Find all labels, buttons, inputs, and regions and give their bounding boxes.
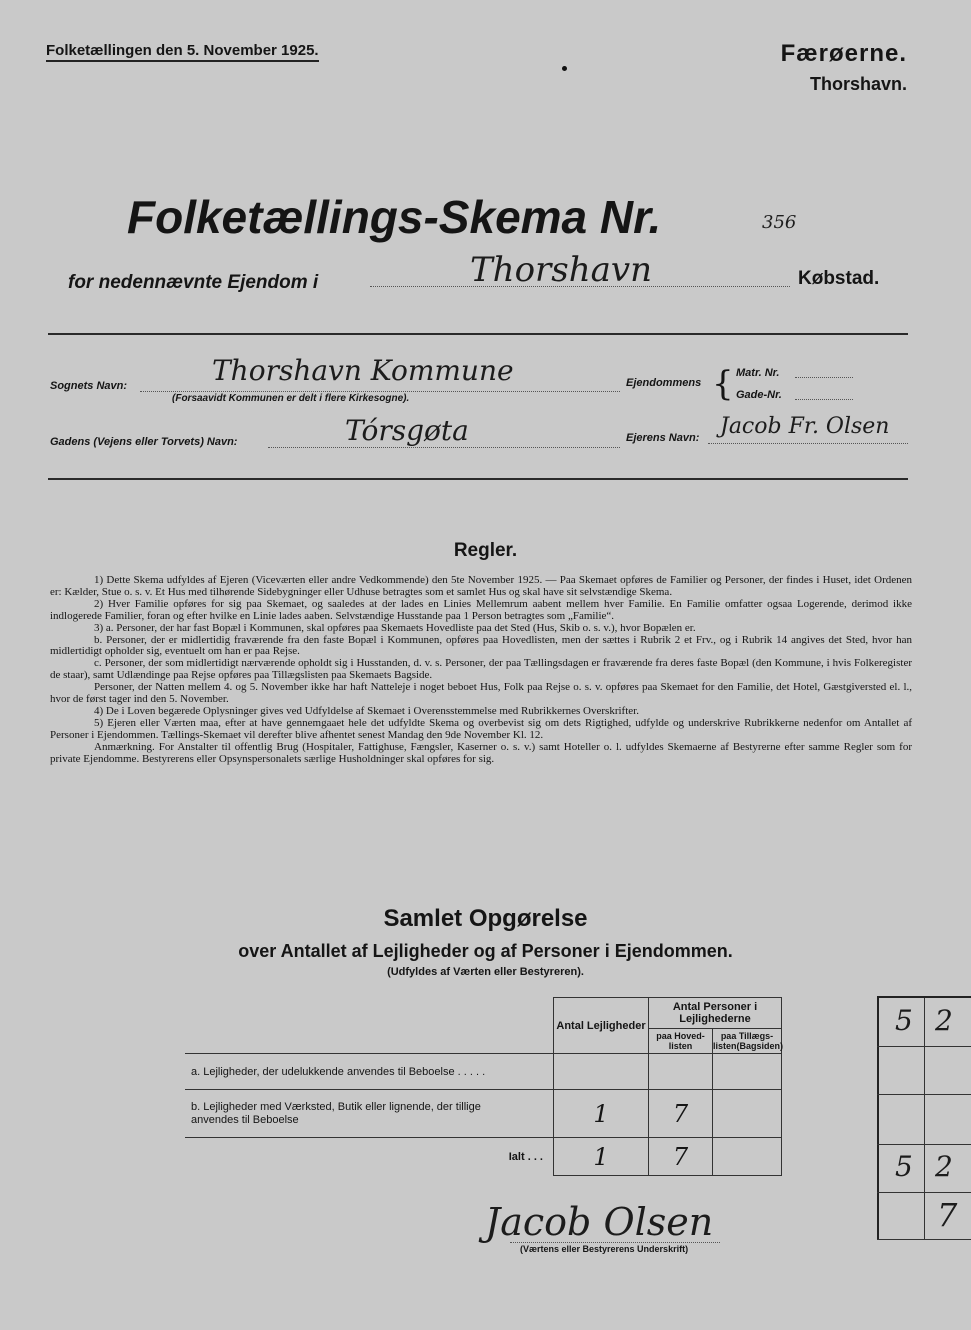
rule-paragraph: 3) a. Personer, der har fast Bopæl i Kommunen, skal opføres paa Skemaets Hovedliste paa det Sted (Hus, Skib o. s. v.), hvor Bopælen er. (94, 621, 696, 634)
row-a-label: a. Lejligheder, der udelukkende anvendes til Beboelse . . . . . (185, 1054, 554, 1090)
row-a-main (649, 1054, 713, 1090)
top-divider (48, 333, 908, 335)
census-date-header: Folketællingen den 5. November 1925. (46, 42, 319, 62)
gade-label: Gade-Nr. (736, 389, 782, 401)
rule-paragraph: 5) Ejeren eller Værten maa, efter at have gennemgaaet hele det udfyldte Skema og overbevist sig om dets Rigtighed, udfylde og underskrive Rubrikkerne nedenfor om Antallet af Personer i Ejendommen. Tællings-Skemaet vil derefter blive afhentet senest Mandag den 9de November Kl. 12. (50, 716, 912, 741)
rule-paragraph: c. Personer, der som midlertidigt nærværende opholdt sig i Husstanden, d. v. s. Personer, der paa Tællingsdagen er fraværende fra deres faste Bopæl (den Kommune, i hvis Folkeregister de staar), samt Udlændinge paa Rejse opføres paa Tillægslisten paa Skemaets Bagside. (50, 657, 912, 682)
rule-paragraph: Anmærkning. For Anstalter til offentlig Brug (Hospitaler, Fattighuse, Fængsler, Kaserner o. s. v.) samt Hoteller o. l. udfyldes Skemaerne af Bestyrerne efter samme Regler som for private Ejendomme. Bestyrerens eller Opsynspersonalets særlige Husholdninger skal opføres for sig. (50, 740, 912, 765)
summary-note: (Udfyldes af Værten eller Bestyreren). (387, 966, 584, 978)
summary-subtitle: over Antallet af Lejligheder og af Personer i Ejendommen. (238, 941, 733, 961)
town-header: Thorshavn. (809, 74, 907, 94)
rule-paragraph: 2) Hver Familie opføres for sig paa Skemaet, og saaledes at der lades en Linies Mellemrum aabent mellem hver Familie. En Familie omfatter ogsaa Logerende, derimod ikke indlogerede Familier, foran og efter hvilke en Linie lades aaben. Selvstændige Husstande paa 1 Person betragtes som „Familie“. (50, 597, 912, 622)
margin-grid-line (877, 1094, 971, 1095)
street-value: Tórsgøta (345, 414, 469, 447)
table-row (185, 1090, 782, 1138)
margin-r1c1: 5 (895, 1004, 913, 1037)
rule-paragraph: 4) De i Loven begærede Oplysninger gives ved Udfyldelse af Skemaet i Overensstemmelse med Rubrikkernes Overskrifter. (94, 704, 639, 717)
row-a-supp (713, 1054, 782, 1090)
row-b-supp (713, 1090, 782, 1138)
parish-label: Sognets Navn: (50, 380, 128, 392)
persons-header (649, 998, 782, 1054)
margin-grid-line (877, 996, 971, 998)
total-main: 7 (649, 1138, 713, 1176)
parish-value: Thorshavn Kommune (212, 354, 514, 387)
rule-paragraph: Personer, der Natten mellem 4. og 5. November ikke har haft Natteleje i noget beboet Hus, Folk paa Rejse o. s. v. opføres paa Skemaet for den Familie, det Hotel, Gæstgiversted el. l., hvor de først tager ind den 5. November. (50, 681, 912, 706)
margin-grid-line (877, 1239, 971, 1240)
owner-label: Ejerens Navn: (626, 432, 700, 444)
property-location-value: Thorshavn (470, 250, 653, 290)
owner-value: Jacob Fr. Olsen (720, 414, 890, 439)
margin-grid-line (877, 996, 879, 1240)
summary-title: Samlet Opgørelse (383, 905, 588, 932)
total-label-text: Ialt (508, 1150, 525, 1163)
property-brace: { (712, 364, 734, 404)
owner-signature: Jacob Olsen (485, 1200, 714, 1244)
street-dotline (268, 447, 620, 448)
matr-dotline (795, 377, 853, 378)
summary-table (185, 997, 782, 1176)
fields-divider (48, 478, 908, 480)
rules-text (50, 575, 912, 766)
row-b-apartments: 1 (554, 1090, 649, 1138)
property-location-label: for nedennævnte Ejendom i (68, 272, 319, 293)
rules-heading: Regler. (453, 540, 518, 561)
margin-grid-line (877, 1144, 971, 1145)
town-type-label: Købstad. (798, 268, 880, 289)
punch-dot (562, 66, 567, 71)
signature-dotline (510, 1242, 720, 1243)
margin-r4c1: 5 (895, 1150, 913, 1183)
signature-caption: (Værtens eller Bestyrerens Underskrift) (520, 1244, 689, 1254)
region-header: Færøerne. (780, 40, 907, 67)
owner-dotline (708, 443, 908, 444)
row-a-label-text: a. Lejligheder, der udelukkende anvendes til Beboelse (191, 1065, 455, 1078)
table-row (185, 1054, 782, 1090)
form-number: 356 (762, 212, 797, 233)
margin-grid-line (924, 996, 925, 1240)
margin-r5c2: 7 (937, 1196, 958, 1234)
table-row (185, 1138, 782, 1176)
summary-blank-header (185, 998, 554, 1054)
persons-header-label: Antal Personer i Lejlighederne (649, 998, 781, 1029)
rule-paragraph: b. Personer, der er midlertidig fraværende fra den faste Bopæl i Kommunen, opføres paa Hovedlisten, men der sættes i Rubrik 2 et Frv., og i Rubrik 14 angives det Sted, hvor han midlertidigt opholder sig, eventuelt om han er paa Rejse. (50, 633, 912, 658)
form-title: Folketællings-Skema Nr. (127, 191, 662, 243)
main-list-header: paa Hoved-listen (649, 1029, 713, 1053)
margin-r4c2: 2 (935, 1150, 953, 1183)
property-label: Ejendommens (626, 377, 702, 389)
street-label: Gadens (Vejens eller Torvets) Navn: (50, 436, 238, 448)
margin-tally-grid (877, 996, 971, 1240)
gade-dotline (795, 399, 853, 400)
row-a-apartments (554, 1054, 649, 1090)
parish-note: (Forsaavidt Kommunen er delt i flere Kirkesogne). (172, 393, 410, 404)
margin-r1c2: 2 (935, 1004, 953, 1037)
total-label: Ialt . . . (508, 1150, 543, 1163)
rule-paragraph: 1) Dette Skema udfyldes af Ejeren (Viceværten eller andre Vedkommende) den 5te November 1925. — Paa Skemaet opføres de Familier og Personer, der findes i Huset, idet Ordenen er: Kælder, Stue o. s. v. Et Hus med tilhørende Sidebygninger eller Udhuse betragtes som et samlet Hus og skal have sit selvstændige Skema. (50, 574, 912, 598)
matr-label: Matr. Nr. (736, 367, 780, 379)
row-b-label: b. Lejligheder med Værksted, Butik eller lignende, der tillige anvendes til Beboelse (185, 1090, 554, 1138)
total-supp (713, 1138, 782, 1176)
row-b-main: 7 (649, 1090, 713, 1138)
total-apartments: 1 (554, 1138, 649, 1176)
margin-grid-line (877, 1046, 971, 1047)
parish-dotline (140, 391, 620, 392)
supp-list-header: paa Tillægs-listen(Bagsiden) (713, 1031, 784, 1051)
margin-grid-line (877, 1192, 971, 1193)
apartments-header: Antal Lejligheder (554, 998, 649, 1054)
